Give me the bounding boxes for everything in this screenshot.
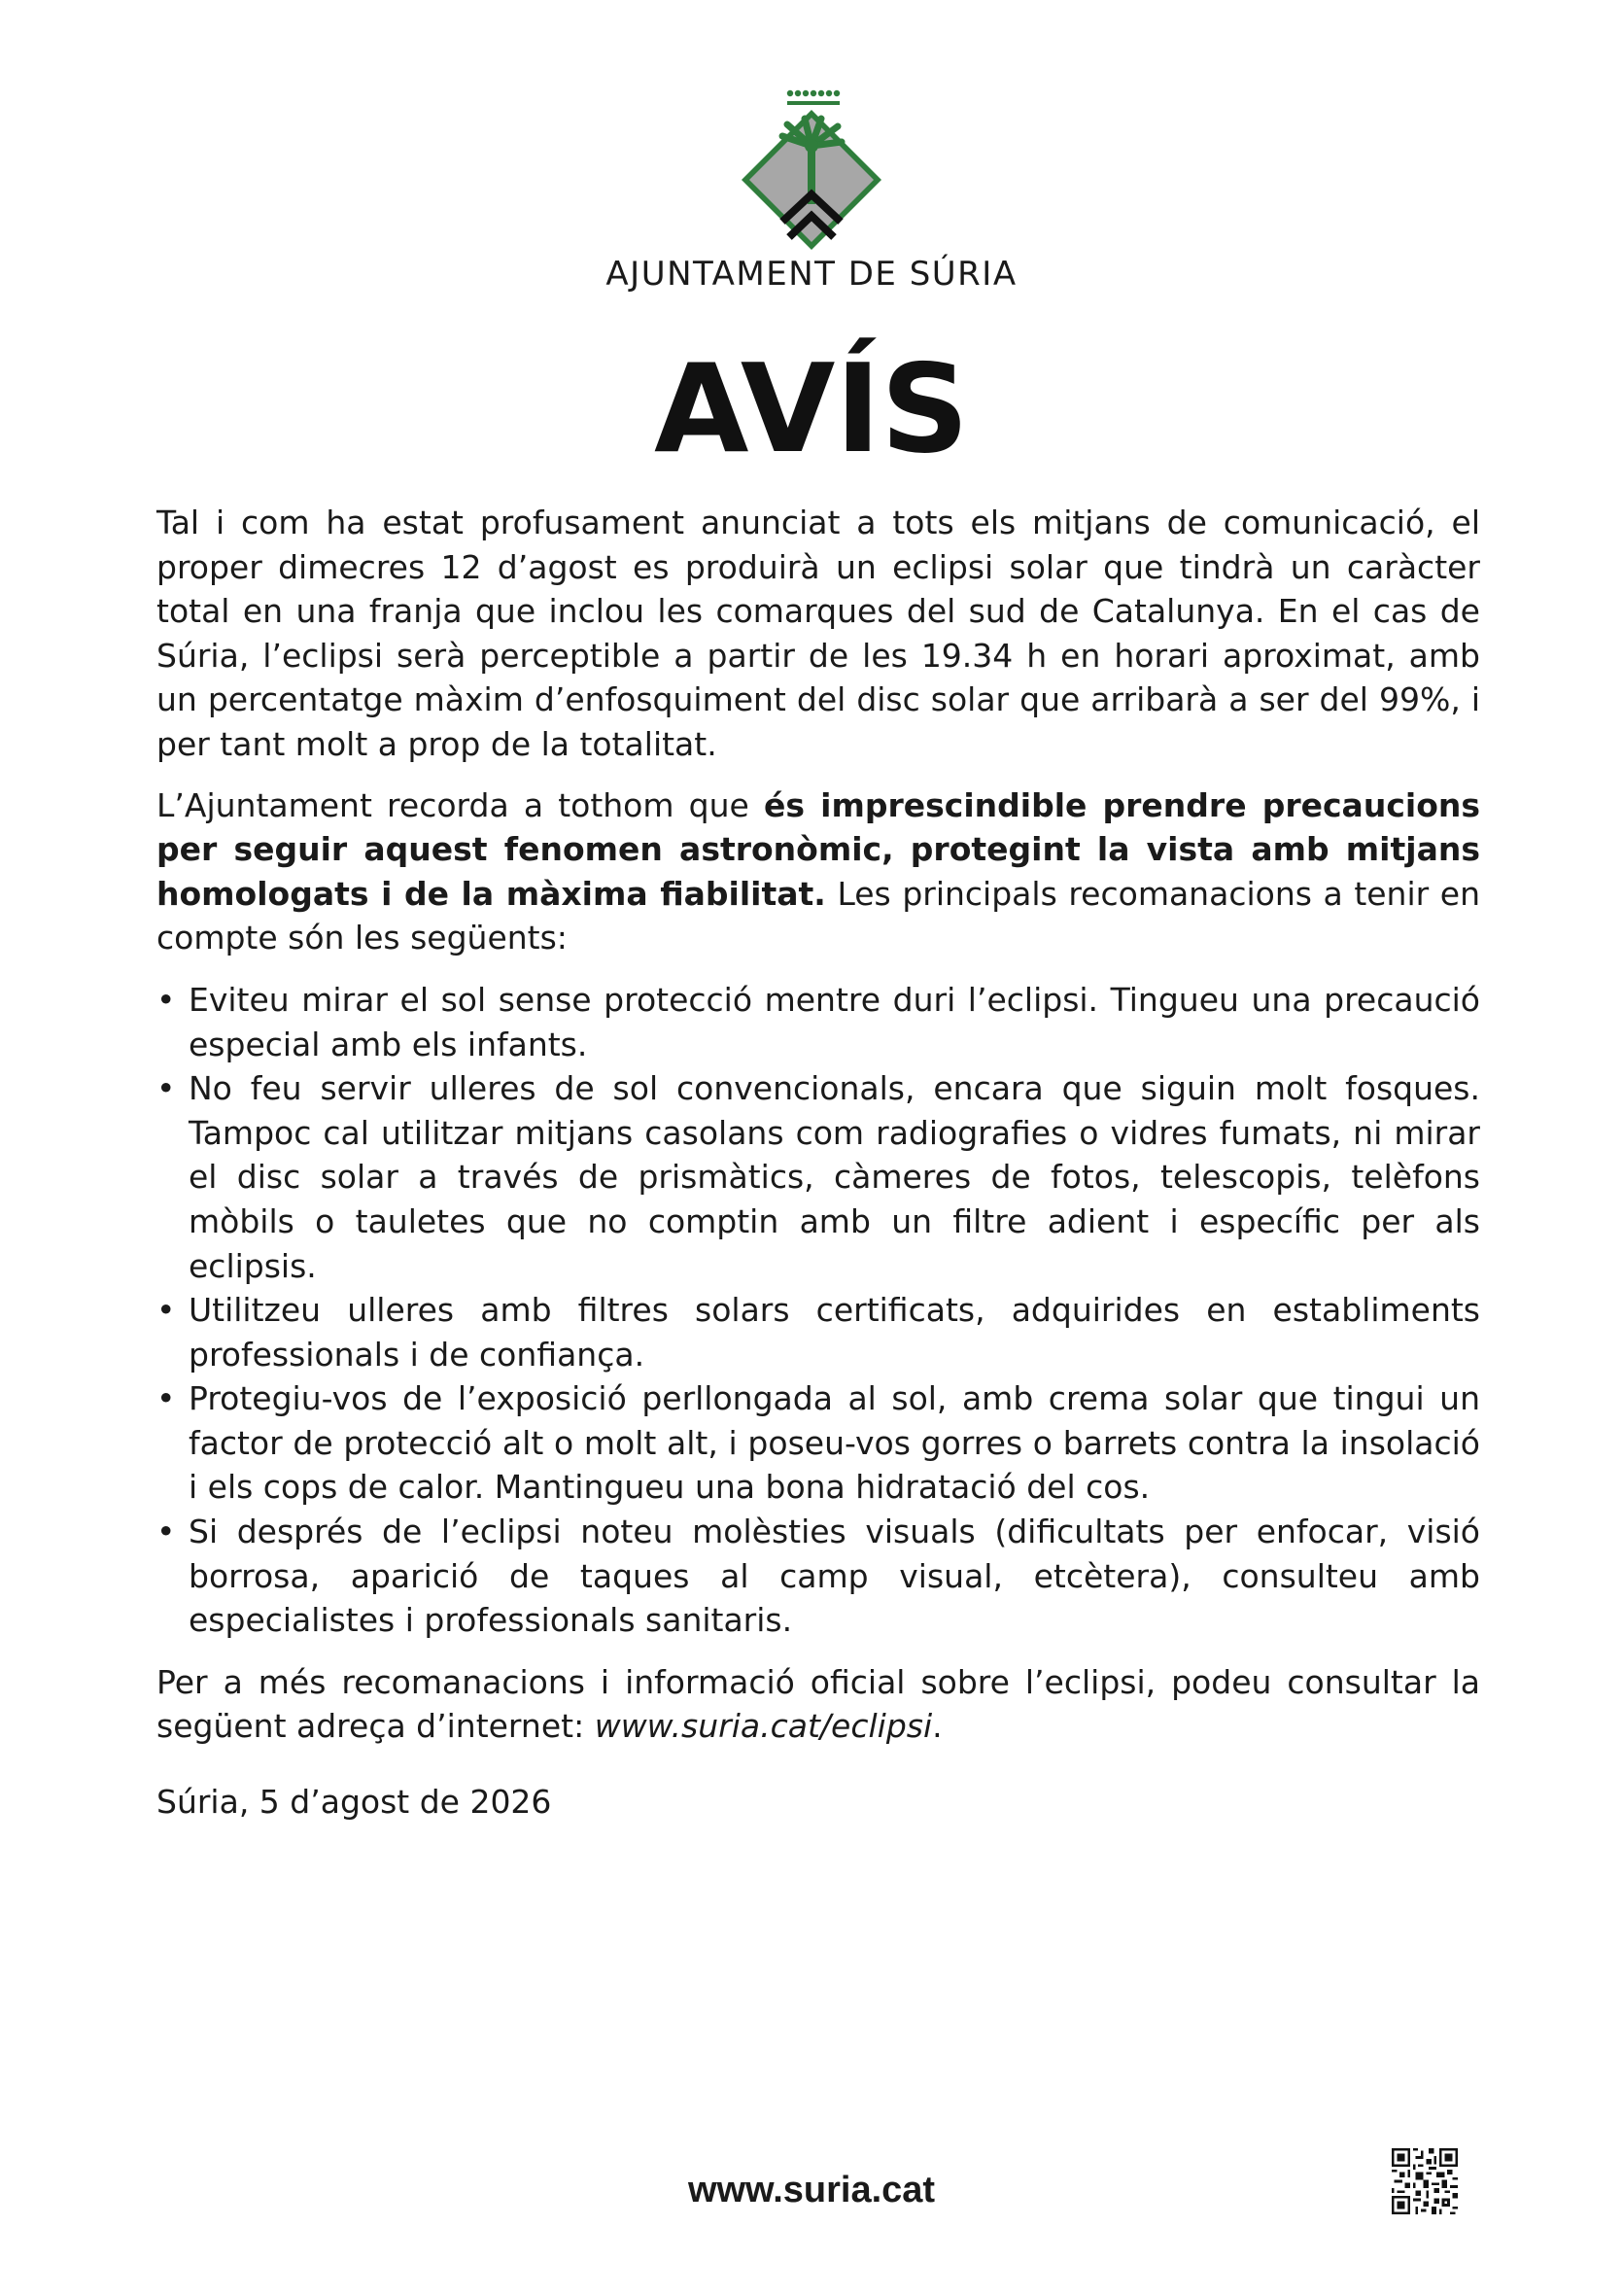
list-item-text: No feu servir ulleres de sol convencionals, encara que siguin molt fosques. Tampoc cal utilitzar mitjans casolans com radiografies o vidres fumats, ni mirar el disc solar a través de prismàtics, càmeres de fotos, telescopis, telèfons mòbils o tauletes que no comptin amb un filtre adient i específic per als eclipsis.: [189, 1069, 1480, 1285]
list-item: [156, 1288, 1480, 1376]
eclipse-info-link[interactable]: www.suria.cat/eclipsi: [594, 1707, 933, 1746]
reminder-paragraph: [156, 783, 1480, 960]
list-item-text: Utilitzeu ulleres amb filtres solars certificats, adquirides en establiments professionals i de confiança.: [189, 1291, 1480, 1374]
list-item: [156, 1510, 1480, 1643]
bullet-icon: •: [156, 1379, 176, 1418]
list-item: [156, 1066, 1480, 1288]
list-item-text: Protegiu-vos de l’exposició perllongada al sol, amb crema solar que tingui un factor de protecció alt o molt alt, i poseu-vos gorres o barrets contra la insolació i els cops de calor. Mantingueu una bona hidratació del cos.: [189, 1379, 1480, 1507]
bullet-icon: •: [156, 1291, 176, 1330]
recommendations-list: [156, 978, 1480, 1643]
reminder-tail: Les principals recomanacions a tenir en compte són les següents:: [156, 874, 1481, 957]
list-item: [156, 978, 1480, 1066]
bullet-icon: •: [156, 1513, 176, 1551]
bullet-icon: •: [156, 1069, 176, 1108]
list-item-text: Si després de l’eclipsi noteu molèsties visuals (dificultats per enfocar, visió borrosa, aparició de taques al camp visual, etcètera), consulteu amb especialistes i professionals sanitaris.: [189, 1513, 1480, 1640]
bullet-icon: •: [156, 980, 176, 1019]
notice-title: AVÍS: [653, 337, 970, 480]
list-item: [156, 1376, 1480, 1510]
reminder-lead: L’Ajuntament recorda a tothom que: [156, 785, 764, 824]
organization-name: AJUNTAMENT DE SÚRIA: [605, 255, 1018, 294]
coat-of-arms-icon: [729, 86, 894, 251]
qr-code-icon: [1392, 2148, 1458, 2214]
closing-text: Per a més recomanacions i informació oficial sobre l’eclipsi, podeu consultar la següent adreça d’internet:: [156, 1662, 1480, 1746]
closing-paragraph: [156, 1660, 1480, 1749]
intro-paragraph: Tal i com ha estat profusament anunciat a tots els mitjans de comunicació, el proper dimecres 12 d’agost es produirà un eclipsi solar que tindrà un caràcter total en una franja que inclou les comarques del sud de Catalunya. En el cas de Súria, l’eclipsi serà perceptible a partir de les 19.34 h en horari aproximat, amb un percentatge màxim d’enfosquiment del disc solar que arribarà a ser del 99%, i per tant molt a prop de la totalitat.: [156, 504, 1480, 763]
footer-website[interactable]: www.suria.cat: [687, 2170, 936, 2210]
notice-body: [156, 501, 1480, 1825]
list-item-text: Eviteu mirar el sol sense protecció mentre duri l’eclipsi. Tingueu una precaució especial amb els infants.: [189, 980, 1480, 1063]
date-line: Súria, 5 d’agost de 2026: [156, 1783, 552, 1822]
reminder-emphasis: és imprescindible prendre precaucions per seguir aquest fenomen astronòmic, protegint la vista amb mitjans homologats i de la màxima fiabilitat.: [156, 785, 1480, 913]
closing-end: .: [932, 1707, 943, 1746]
